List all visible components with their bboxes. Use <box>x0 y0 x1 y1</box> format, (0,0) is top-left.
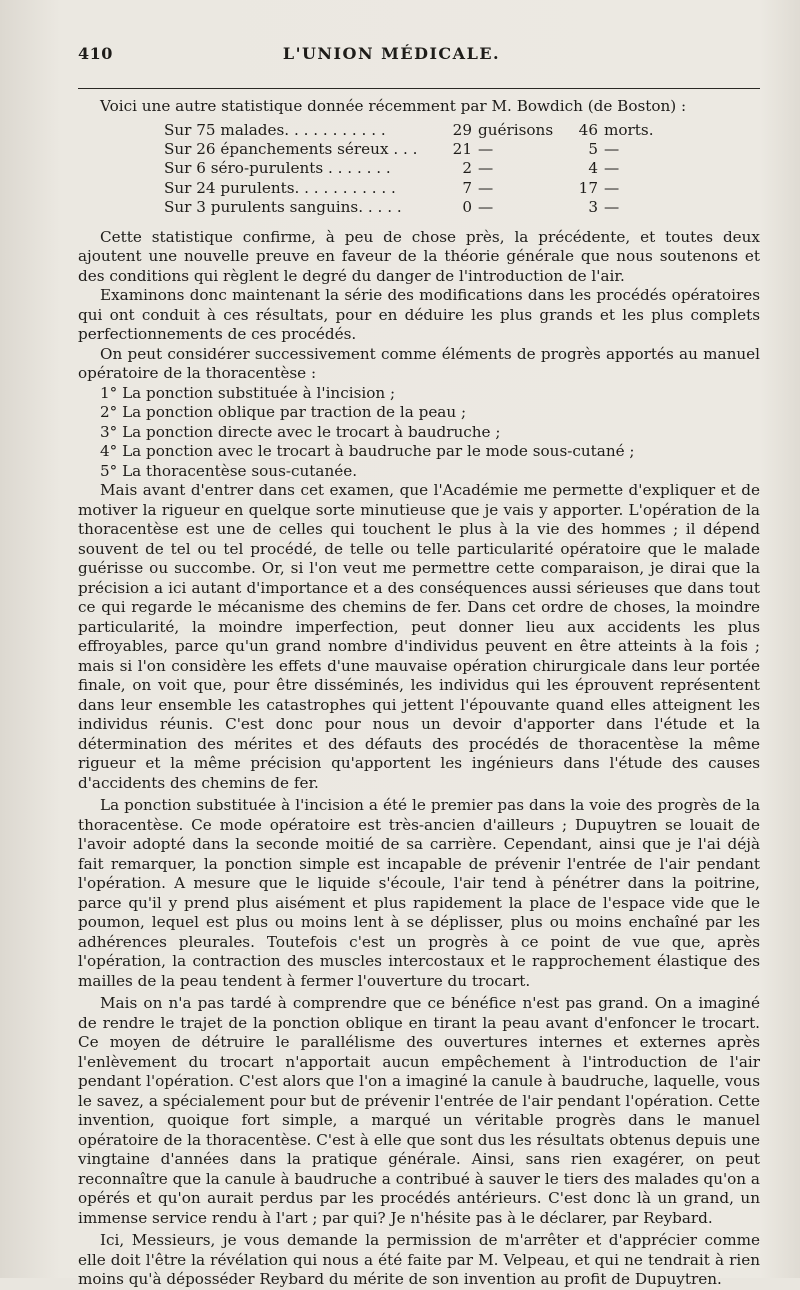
stat-label: Sur 26 épanchements séreux . . . <box>164 139 418 158</box>
list-item: 5° La thoracentèse sous-cutanée. <box>100 461 358 480</box>
stats-intro: Voici une autre statistique donnée récemment par M. Bowdich (de Boston) : <box>100 97 687 115</box>
stat-recoveries: 2 <box>462 159 472 178</box>
stat-deaths-word: — <box>604 198 620 217</box>
stat-label: Sur 6 séro-purulents . . . . . . . <box>164 159 391 178</box>
stat-row <box>164 140 760 159</box>
stat-recoveries-word: — <box>478 159 494 178</box>
list-item: 4° La ponction avec le trocart à baudruche par le mode sous-cutané ; <box>100 442 635 461</box>
list-item: 2° La ponction oblique par traction de la peau ; <box>100 403 467 422</box>
running-head <box>78 44 760 72</box>
paragraph: Cette statistique confirme, à peu de chose près, la précédente, et toutes deux ajoutent une nouvelle preuve en faveur de la théorie générale que nous soutenons et des conditions qui règlent le degré du danger de l'introduction de l'air. <box>78 227 760 285</box>
stat-recoveries: 0 <box>462 198 472 217</box>
statistics-table <box>164 121 760 218</box>
stat-deaths: 4 <box>588 159 598 178</box>
paragraph: La ponction substituée à l'incision a été le premier pas dans la voie des progrès de la thoracentèse. Ce mode opératoire est très-ancien d'ailleurs ; Dupuytren se louait de l'avoir adopté dans la seconde moitié de sa carrière. Cependant, ainsi que je l'ai déjà fait remarquer, la ponction simple est incapable de prévenir l'entrée de l'air pendant l'opération. A mesure que le liquide s'écoule, l'air tend à pénétrer dans la poitrine, parce qu'il y prend plus aisément et plus rapidement la place de l'espace vide que le poumon, lequel est plus ou moins lent à se déplisser, plus ou moins enchaîné par les adhérences pleurales. Toutefois c'est un progrès à ce point de vue que, après l'opération, la contraction des muscles intercostaux et le rapprochement élastique des mailles de la peau tendent à fermer l'ouverture du trocart. <box>78 796 760 990</box>
paragraph: Mais avant d'entrer dans cet examen, que l'Académie me permette d'expliquer et de motiver la rigueur en quelque sorte minutieuse que je vais y apporter. L'opération de la thoracentèse est une de celles qui touchent le plus à la vie des hommes ; il dépend souvent de tel ou tel procédé, de telle ou telle particularité opératoire que le malade guérisse ou succombe. Or, si l'on veut me permettre cette comparaison, je dirai que la précision a ici autant d'importance et a des conséquences aussi sérieuses que dans tout ce qui regarde le mécanisme des chemins de fer. Dans cet ordre de choses, la moindre particularité, la moindre imperfection, peut donner lieu aux accidents les plus effroyables, parce qu'un grand nombre d'individus peuvent en être atteints à la fois ; mais si l'on considère les effets d'une mauvaise opération chirurgicale dans leur portée finale, on voit que, pour être disséminés, les individus qui les éprouvent représentent dans leur ensemble les catastrophes qui jettent l'épouvante quand elles atteignent les individus réunis. C'est donc pour nous un devoir d'apporter dans l'étude et la détermination des mérites et des défauts des procédés de thoracentèse la même rigueur et la même précision qu'apportent les ingénieurs dans l'étude des causes d'accidents des chemins de fer. <box>78 481 760 792</box>
paragraph: Examinons donc maintenant la série des modifications dans les procédés opératoires qui ont conduit à ces résultats, pour en déduire les plus grands et les plus complets perfectionnements de ces procédés. <box>78 286 760 344</box>
stat-recoveries-word: — <box>478 178 494 197</box>
stat-deaths-word: — <box>604 139 620 158</box>
stat-deaths: 5 <box>588 139 598 158</box>
header-rule <box>78 88 760 89</box>
stat-row <box>164 121 760 140</box>
stat-label: Sur 24 purulents. . . . . . . . . . . <box>164 178 396 197</box>
procedure-list <box>100 384 760 482</box>
stat-deaths-word: morts. <box>604 120 654 139</box>
stat-label: Sur 75 malades. . . . . . . . . . . <box>164 120 386 139</box>
stat-row <box>164 179 760 198</box>
stat-deaths: 3 <box>588 198 598 217</box>
stat-recoveries-word: — <box>478 139 494 158</box>
stat-deaths: 17 <box>578 178 598 197</box>
stat-recoveries-word: — <box>478 198 494 217</box>
journal-title: L'UNION MÉDICALE. <box>282 44 501 63</box>
paragraph: Mais on n'a pas tardé à comprendre que ce bénéfice n'est pas grand. On a imaginé de rendre le trajet de la ponction oblique en tirant la peau avant d'enfoncer le trocart. Ce moyen de détruire le parallélisme des ouvertures internes et externes après l'enlèvement du trocart n'apportait aucun empêchement à l'introduction de l'air pendant l'opération. C'est alors que l'on a imaginé la canule à baudruche, laquelle, vous le savez, a spécialement pour but de prévenir l'entrée de l'air pendant l'opération. Cette invention, quoique fort simple, a marqué un véritable progrès dans le manuel opératoire de la thoracentèse. C'est à elle que sont dus les résultats obtenus depuis une vingtaine d'années dans la pratique générale. Ainsi, sans rien exagérer, on peut reconnaître que la canule à baudruche a contribué à sauver le tiers des malades qu'on a opérés et qu'on aurait perdus par les procédés antérieurs. C'est donc là un grand, un immense service rendu à l'art ; par qui? Je n'hésite pas à le déclarer, par Reybard. <box>78 994 760 1227</box>
stat-row <box>164 159 760 178</box>
stat-deaths: 46 <box>578 120 598 139</box>
stat-recoveries: 21 <box>452 139 472 158</box>
stat-deaths-word: — <box>604 159 620 178</box>
stat-recoveries: 29 <box>452 120 472 139</box>
stat-row <box>164 198 760 217</box>
stat-label: Sur 3 purulents sanguins. . . . . <box>164 198 402 217</box>
list-item: 3° La ponction directe avec le trocart à baudruche ; <box>100 422 501 441</box>
stat-recoveries: 7 <box>462 178 472 197</box>
paragraph: Ici, Messieurs, je vous demande la permission de m'arrêter et d'apprécier comme elle doit l'être la révélation qui nous a été faite par M. Velpeau, et qui ne tendrait à rien moins qu'à déposséder Reybard du mérite de son invention au profit de Dupuytren. <box>78 1231 760 1289</box>
page-number: 410 <box>78 44 113 63</box>
stat-recoveries-word: guérisons <box>478 120 554 139</box>
stat-deaths-word: — <box>604 178 620 197</box>
paragraph: On peut considérer successivement comme éléments de progrès apportés au manuel opératoire de la thoracentèse : <box>78 344 760 383</box>
list-item: 1° La ponction substituée à l'incision ; <box>100 383 396 402</box>
